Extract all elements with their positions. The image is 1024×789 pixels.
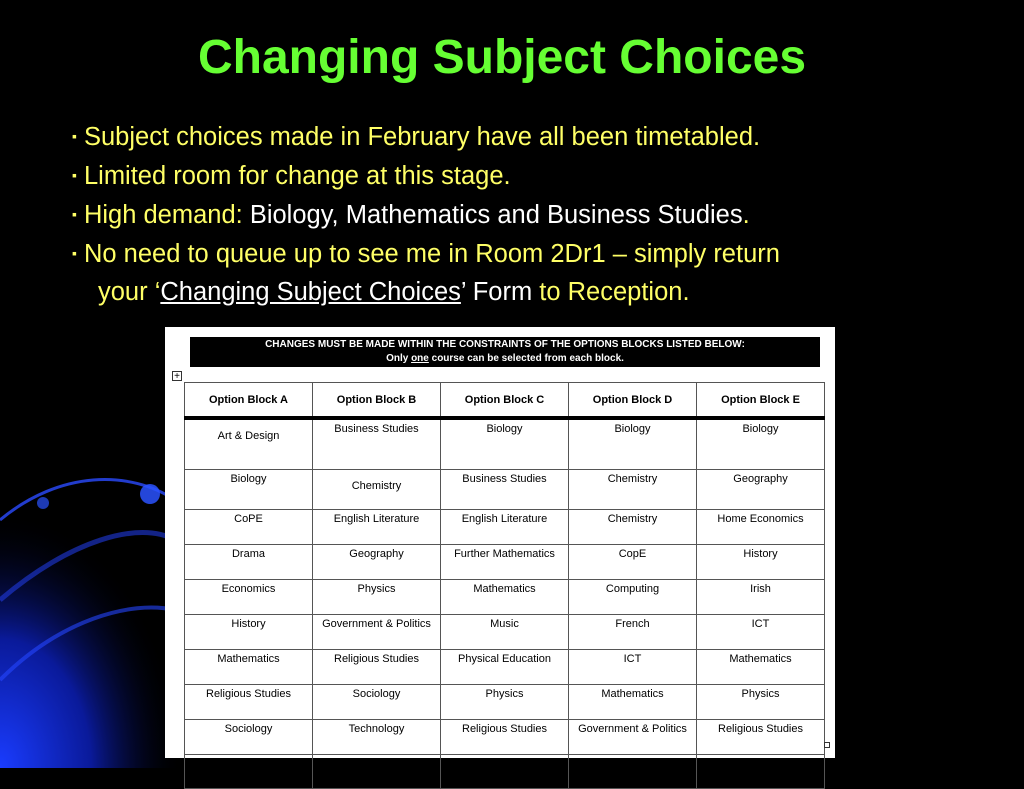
- table-row: [185, 615, 825, 650]
- table-cell: Art & Design: [185, 418, 313, 470]
- bullet-marker-icon: ▪: [72, 128, 77, 144]
- table-cell: Drama: [185, 545, 313, 580]
- table-cell: Chemistry: [569, 470, 697, 510]
- table-row: [185, 650, 825, 685]
- table-cell: Sociology: [313, 685, 441, 720]
- table-cell: ICT: [569, 650, 697, 685]
- bullet-text: Limited room for change at this stage.: [83, 162, 511, 190]
- table-cell: Spanish: [313, 755, 441, 789]
- bullet-item: [72, 195, 1012, 234]
- options-table: [184, 382, 825, 789]
- constraints-banner: [190, 337, 820, 367]
- table-cell: [697, 755, 825, 789]
- table-cell: Religious Studies: [313, 650, 441, 685]
- table-cell: Geography: [313, 545, 441, 580]
- table-cell: [569, 755, 697, 789]
- table-row: [185, 418, 825, 470]
- bullet-marker-icon: ▪: [72, 167, 77, 183]
- table-cell: CopE: [569, 545, 697, 580]
- table-cell: Mathematics: [569, 685, 697, 720]
- table-cell: Religious Studies: [441, 720, 569, 755]
- table-row: [185, 545, 825, 580]
- column-header: Option Block E: [697, 383, 825, 419]
- table-cell: Chemistry: [313, 470, 441, 510]
- bullet-text: No need to queue up to see me in Room 2Dr1 – simply return: [83, 240, 780, 268]
- banner-text-underlined: one: [411, 353, 429, 364]
- table-row: [185, 720, 825, 755]
- bullet-item: [72, 156, 1012, 195]
- bullet-list: [72, 117, 1012, 311]
- table-cell: Biology: [569, 418, 697, 470]
- table-cell: Physics: [441, 685, 569, 720]
- table-cell: Music: [441, 615, 569, 650]
- table-cell: Religious Studies: [697, 720, 825, 755]
- table-cell: CoPE: [185, 510, 313, 545]
- table-row: [185, 580, 825, 615]
- table-cell: Physical Education: [441, 650, 569, 685]
- table-header-row: [185, 383, 825, 419]
- table-cell: Home Economics: [697, 510, 825, 545]
- bullet-cont-a: your ‘: [98, 278, 161, 306]
- table-cell: Chemistry: [569, 510, 697, 545]
- options-document: [165, 327, 835, 770]
- banner-line-1: CHANGES MUST BE MADE WITHIN THE CONSTRAINTS OF THE OPTIONS BLOCKS LISTED BELOW:: [265, 339, 745, 350]
- bullet-end: .: [742, 201, 750, 229]
- banner-text-a: Only: [386, 353, 412, 364]
- table-row: [185, 470, 825, 510]
- table-cell: Sociology: [185, 720, 313, 755]
- table-cell: Biology: [697, 418, 825, 470]
- table-cell: Technology: [313, 720, 441, 755]
- bullet-marker-icon: ▪: [72, 206, 77, 222]
- table-cell: English Literature: [441, 510, 569, 545]
- table-cell: History: [697, 545, 825, 580]
- table-cell: Irish: [697, 580, 825, 615]
- table-row: [185, 510, 825, 545]
- table-cell: English Literature: [313, 510, 441, 545]
- table-cell: Biology: [185, 470, 313, 510]
- column-header: Option Block A: [185, 383, 313, 419]
- table-row: [185, 755, 825, 789]
- table-cell: History: [185, 615, 313, 650]
- table-resize-handle-icon[interactable]: [824, 742, 830, 748]
- table-cell: Mathematics: [697, 650, 825, 685]
- table-cell: [185, 755, 313, 789]
- column-header: Option Block B: [313, 383, 441, 419]
- bullet-value: Biology, Mathematics and Business Studies: [242, 201, 743, 229]
- bullet-text: Subject choices made in February have all been timetabled.: [83, 123, 761, 151]
- column-header: Option Block D: [569, 383, 697, 419]
- table-cell: Computing: [569, 580, 697, 615]
- table-cell: Mathematics: [441, 580, 569, 615]
- table-row: [185, 685, 825, 720]
- bullet-item: [72, 117, 1012, 156]
- table-cell: ICT: [697, 615, 825, 650]
- table-cell: Further Mathematics: [441, 545, 569, 580]
- table-cell: Physics: [697, 685, 825, 720]
- table-cell: [441, 755, 569, 789]
- table-cell: Biology: [441, 418, 569, 470]
- column-header: Option Block C: [441, 383, 569, 419]
- bullet-cont-b: ’ Form: [460, 278, 533, 306]
- table-cell: Business Studies: [441, 470, 569, 510]
- table-cell: Physics: [313, 580, 441, 615]
- bullet-marker-icon: ▪: [72, 245, 77, 261]
- page-title: Changing Subject Choices: [197, 31, 807, 84]
- table-cell: French: [569, 615, 697, 650]
- table-cell: Government & Politics: [569, 720, 697, 755]
- banner-text-b: course can be selected from each block.: [428, 353, 624, 364]
- table-cell: Government & Politics: [313, 615, 441, 650]
- bullet-label: High demand:: [83, 201, 243, 229]
- table-cell: Religious Studies: [185, 685, 313, 720]
- table-move-handle-icon[interactable]: +: [172, 371, 182, 381]
- table-cell: Economics: [185, 580, 313, 615]
- banner-line-2: [190, 352, 820, 366]
- bullet-continuation: [72, 273, 1012, 311]
- table-cell: Geography: [697, 470, 825, 510]
- bullet-item: [72, 234, 1012, 273]
- table-cell: Business Studies: [313, 418, 441, 470]
- form-name-link: Changing Subject Choices: [160, 278, 461, 306]
- bullet-cont-c: to Reception.: [532, 278, 690, 306]
- table-cell: Mathematics: [185, 650, 313, 685]
